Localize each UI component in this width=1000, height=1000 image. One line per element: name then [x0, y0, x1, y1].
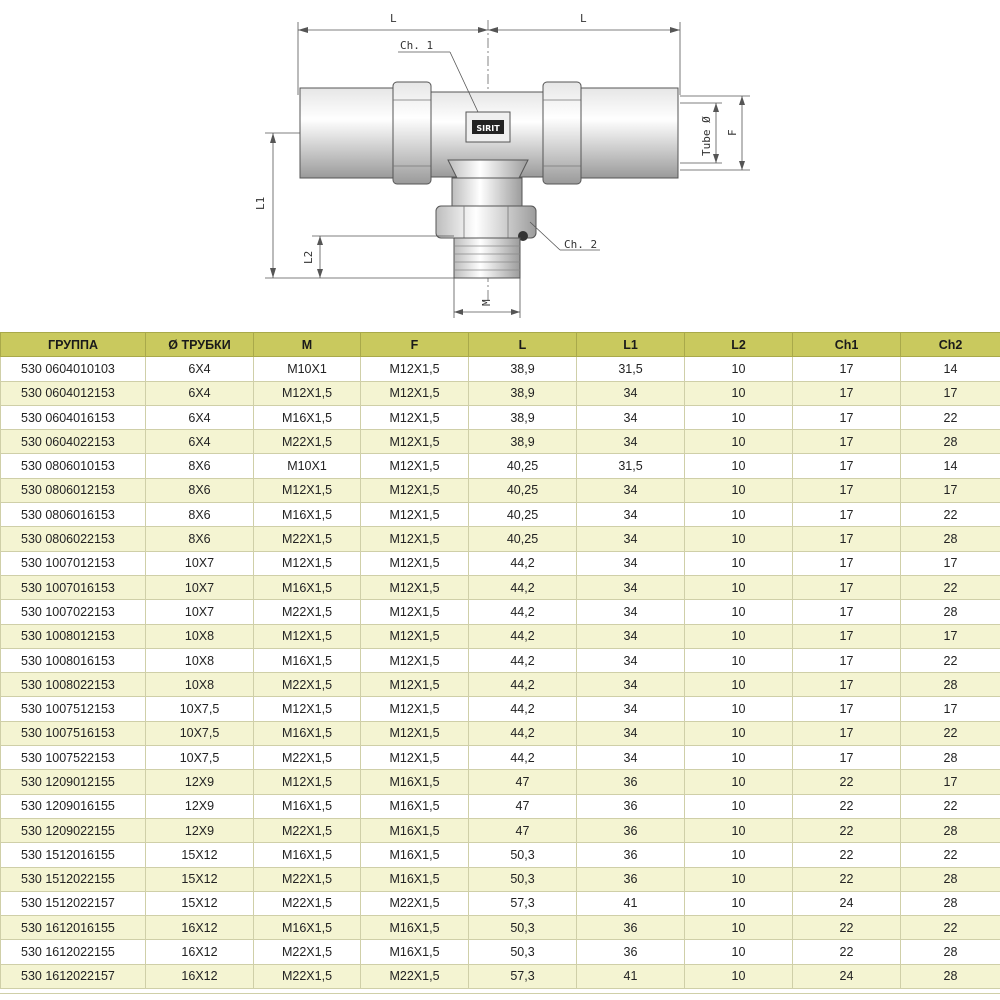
- label-l-right: L: [580, 12, 587, 25]
- table-cell: 530 1512022157: [1, 891, 146, 915]
- table-cell: 36: [577, 843, 685, 867]
- table-cell: 24: [793, 891, 901, 915]
- table-cell: 57,3: [469, 891, 577, 915]
- table-cell: M12X1,5: [361, 721, 469, 745]
- left-nut: [393, 82, 431, 184]
- table-cell: 530 1209012155: [1, 770, 146, 794]
- table-cell: M12X1,5: [361, 624, 469, 648]
- table-cell: M22X1,5: [254, 746, 361, 770]
- table-cell: 36: [577, 818, 685, 842]
- table-cell: 17: [901, 551, 1000, 575]
- table-cell: 10: [685, 357, 793, 381]
- table-row: [1, 648, 1000, 672]
- label-tube: Tube Ø: [700, 116, 713, 156]
- table-row: [1, 818, 1000, 842]
- table-cell: M12X1,5: [361, 575, 469, 599]
- table-cell: M10X1: [254, 454, 361, 478]
- table-cell: 28: [901, 867, 1000, 891]
- table-cell: 17: [793, 357, 901, 381]
- table-cell: 36: [577, 867, 685, 891]
- dimension-m: [454, 278, 520, 318]
- table-cell: M16X1,5: [254, 575, 361, 599]
- table-cell: 34: [577, 478, 685, 502]
- table-row: [1, 527, 1000, 551]
- table-cell: 17: [793, 673, 901, 697]
- table-row: [1, 503, 1000, 527]
- table-cell: 10: [685, 624, 793, 648]
- table-cell: 28: [901, 818, 1000, 842]
- table-cell: 28: [901, 430, 1000, 454]
- table-row: [1, 405, 1000, 429]
- table-cell: 530 1209022155: [1, 818, 146, 842]
- table-cell: M16X1,5: [361, 843, 469, 867]
- table-cell: M12X1,5: [361, 673, 469, 697]
- table-cell: 10X8: [146, 648, 254, 672]
- table-cell: 530 0604010103: [1, 357, 146, 381]
- spec-table-body: [1, 357, 1000, 989]
- table-row: [1, 964, 1000, 988]
- table-cell: 28: [901, 746, 1000, 770]
- table-cell: 10: [685, 454, 793, 478]
- table-cell: 17: [793, 746, 901, 770]
- table-cell: M12X1,5: [254, 770, 361, 794]
- table-cell: M16X1,5: [254, 916, 361, 940]
- table-cell: 530 0806010153: [1, 454, 146, 478]
- table-cell: 44,2: [469, 721, 577, 745]
- table-cell: 34: [577, 600, 685, 624]
- table-cell: 14: [901, 357, 1000, 381]
- table-cell: M22X1,5: [361, 891, 469, 915]
- table-cell: 36: [577, 794, 685, 818]
- table-cell: 36: [577, 770, 685, 794]
- table-cell: M12X1,5: [254, 624, 361, 648]
- table-cell: 16X12: [146, 940, 254, 964]
- table-cell: M10X1: [254, 357, 361, 381]
- table-cell: 40,25: [469, 454, 577, 478]
- table-cell: 47: [469, 794, 577, 818]
- table-cell: 44,2: [469, 575, 577, 599]
- table-cell: 28: [901, 940, 1000, 964]
- logo-text: SIRIT: [476, 124, 500, 133]
- dimension-tube: [680, 103, 722, 163]
- table-cell: 28: [901, 964, 1000, 988]
- table-cell: M12X1,5: [361, 357, 469, 381]
- col-header-tube: Ø ТРУБКИ: [146, 333, 254, 357]
- table-cell: M22X1,5: [254, 867, 361, 891]
- dimension-l2: [302, 236, 454, 278]
- table-cell: 8X6: [146, 503, 254, 527]
- table-row: [1, 381, 1000, 405]
- table-cell: M12X1,5: [361, 697, 469, 721]
- table-cell: 10: [685, 697, 793, 721]
- table-cell: 47: [469, 770, 577, 794]
- table-cell: 22: [901, 843, 1000, 867]
- table-cell: 10X7,5: [146, 721, 254, 745]
- table-cell: 44,2: [469, 673, 577, 697]
- table-cell: M12X1,5: [361, 600, 469, 624]
- table-cell: M12X1,5: [361, 430, 469, 454]
- table-cell: 40,25: [469, 527, 577, 551]
- table-cell: 17: [793, 697, 901, 721]
- table-row: [1, 891, 1000, 915]
- table-cell: M22X1,5: [254, 430, 361, 454]
- label-l2: L2: [302, 250, 315, 264]
- table-cell: 10: [685, 916, 793, 940]
- table-cell: 40,25: [469, 503, 577, 527]
- table-cell: 34: [577, 721, 685, 745]
- table-cell: 22: [901, 575, 1000, 599]
- table-cell: 10X7: [146, 600, 254, 624]
- table-cell: M22X1,5: [361, 964, 469, 988]
- table-cell: M16X1,5: [254, 503, 361, 527]
- table-row: [1, 624, 1000, 648]
- table-cell: M16X1,5: [254, 794, 361, 818]
- table-cell: M16X1,5: [361, 770, 469, 794]
- table-cell: 34: [577, 405, 685, 429]
- table-cell: 17: [901, 624, 1000, 648]
- table-cell: M22X1,5: [254, 891, 361, 915]
- table-cell: 38,9: [469, 405, 577, 429]
- table-cell: 24: [793, 964, 901, 988]
- table-cell: 44,2: [469, 600, 577, 624]
- table-cell: 530 1512016155: [1, 843, 146, 867]
- table-cell: 10: [685, 794, 793, 818]
- table-row: [1, 575, 1000, 599]
- table-row: [1, 697, 1000, 721]
- table-cell: M12X1,5: [361, 503, 469, 527]
- table-cell: 10: [685, 867, 793, 891]
- table-row: [1, 454, 1000, 478]
- table-cell: 36: [577, 940, 685, 964]
- col-header-l1: L1: [577, 333, 685, 357]
- table-cell: 15X12: [146, 891, 254, 915]
- spec-table-head: [1, 333, 1000, 357]
- table-cell: M12X1,5: [361, 381, 469, 405]
- label-f: F: [726, 129, 739, 136]
- table-cell: 17: [793, 478, 901, 502]
- table-cell: 10: [685, 600, 793, 624]
- table-cell: 8X6: [146, 454, 254, 478]
- table-cell: 22: [901, 405, 1000, 429]
- table-cell: 530 0806012153: [1, 478, 146, 502]
- table-cell: 17: [793, 381, 901, 405]
- table-cell: 17: [793, 503, 901, 527]
- table-cell: 28: [901, 673, 1000, 697]
- table-cell: 38,9: [469, 381, 577, 405]
- table-cell: 530 1612022155: [1, 940, 146, 964]
- table-cell: M16X1,5: [361, 794, 469, 818]
- table-cell: 31,5: [577, 357, 685, 381]
- table-row: [1, 551, 1000, 575]
- table-cell: 40,25: [469, 478, 577, 502]
- table-row: [1, 721, 1000, 745]
- table-cell: 38,9: [469, 430, 577, 454]
- table-cell: 41: [577, 891, 685, 915]
- table-cell: 530 1008022153: [1, 673, 146, 697]
- col-header-m: M: [254, 333, 361, 357]
- table-cell: M12X1,5: [361, 478, 469, 502]
- table-cell: 34: [577, 575, 685, 599]
- table-cell: 28: [901, 600, 1000, 624]
- table-cell: 36: [577, 916, 685, 940]
- table-cell: M22X1,5: [254, 600, 361, 624]
- table-cell: 10: [685, 503, 793, 527]
- table-cell: 31,5: [577, 454, 685, 478]
- table-row: [1, 600, 1000, 624]
- table-cell: 10: [685, 478, 793, 502]
- hex-ch1: [448, 160, 528, 180]
- table-cell: 22: [901, 721, 1000, 745]
- table-cell: 530 1209016155: [1, 794, 146, 818]
- table-cell: M12X1,5: [254, 381, 361, 405]
- table-cell: 10X7,5: [146, 746, 254, 770]
- table-cell: 530 1612022157: [1, 964, 146, 988]
- table-cell: 17: [793, 551, 901, 575]
- label-m: M: [480, 299, 493, 306]
- table-cell: 12X9: [146, 794, 254, 818]
- left-sleeve: [300, 88, 395, 178]
- table-cell: 22: [901, 503, 1000, 527]
- table-cell: 34: [577, 430, 685, 454]
- table-cell: 22: [901, 648, 1000, 672]
- table-row: [1, 478, 1000, 502]
- table-cell: 22: [793, 770, 901, 794]
- table-cell: 34: [577, 551, 685, 575]
- table-cell: 10X7: [146, 575, 254, 599]
- table-cell: 44,2: [469, 697, 577, 721]
- col-header-l: L: [469, 333, 577, 357]
- table-cell: 34: [577, 527, 685, 551]
- table-cell: M16X1,5: [254, 405, 361, 429]
- table-cell: M16X1,5: [254, 843, 361, 867]
- table-cell: 17: [793, 721, 901, 745]
- table-cell: 10X7,5: [146, 697, 254, 721]
- table-cell: 10: [685, 891, 793, 915]
- table-cell: 530 1007012153: [1, 551, 146, 575]
- label-ch2: Ch. 2: [564, 238, 598, 251]
- table-cell: M22X1,5: [254, 818, 361, 842]
- table-cell: 15X12: [146, 867, 254, 891]
- table-cell: 44,2: [469, 624, 577, 648]
- table-cell: 530 1007022153: [1, 600, 146, 624]
- table-cell: 6X4: [146, 357, 254, 381]
- table-cell: 50,3: [469, 916, 577, 940]
- table-cell: 22: [793, 818, 901, 842]
- table-cell: 28: [901, 891, 1000, 915]
- table-cell: 22: [793, 794, 901, 818]
- table-row: [1, 746, 1000, 770]
- table-cell: 50,3: [469, 940, 577, 964]
- table-cell: 10: [685, 964, 793, 988]
- table-cell: M16X1,5: [361, 916, 469, 940]
- table-cell: 10: [685, 405, 793, 429]
- table-cell: 10: [685, 551, 793, 575]
- table-cell: 530 0806016153: [1, 503, 146, 527]
- table-cell: M12X1,5: [361, 405, 469, 429]
- table-cell: 17: [793, 405, 901, 429]
- table-cell: M12X1,5: [254, 478, 361, 502]
- table-cell: 17: [793, 527, 901, 551]
- table-cell: 10: [685, 770, 793, 794]
- table-cell: 10X8: [146, 624, 254, 648]
- table-cell: 530 1512022155: [1, 867, 146, 891]
- table-cell: 17: [793, 430, 901, 454]
- table-row: [1, 430, 1000, 454]
- table-cell: 22: [901, 794, 1000, 818]
- table-row: [1, 940, 1000, 964]
- table-cell: 34: [577, 746, 685, 770]
- table-cell: 22: [901, 916, 1000, 940]
- table-row: [1, 770, 1000, 794]
- table-cell: 47: [469, 818, 577, 842]
- table-row: [1, 867, 1000, 891]
- table-cell: 17: [901, 770, 1000, 794]
- table-row: [1, 794, 1000, 818]
- table-cell: M16X1,5: [254, 648, 361, 672]
- label-l1: L1: [254, 196, 267, 210]
- table-cell: 34: [577, 503, 685, 527]
- table-cell: M16X1,5: [361, 867, 469, 891]
- table-cell: 10: [685, 818, 793, 842]
- table-cell: 22: [793, 940, 901, 964]
- table-cell: M16X1,5: [361, 940, 469, 964]
- table-cell: 50,3: [469, 867, 577, 891]
- table-row: [1, 843, 1000, 867]
- table-cell: 10: [685, 527, 793, 551]
- table-cell: 22: [793, 916, 901, 940]
- table-cell: 10: [685, 648, 793, 672]
- table-cell: 17: [901, 478, 1000, 502]
- table-cell: 34: [577, 381, 685, 405]
- male-thread: [454, 238, 520, 278]
- table-cell: 8X6: [146, 478, 254, 502]
- table-cell: 14: [901, 454, 1000, 478]
- table-cell: 10: [685, 940, 793, 964]
- table-cell: M22X1,5: [254, 964, 361, 988]
- table-cell: 34: [577, 673, 685, 697]
- table-cell: 10X8: [146, 673, 254, 697]
- table-cell: 17: [793, 600, 901, 624]
- header-row: [1, 333, 1000, 357]
- col-header-group: ГРУППА: [1, 333, 146, 357]
- table-cell: 10: [685, 430, 793, 454]
- table-bottom-rule: [0, 993, 1000, 994]
- table-cell: 530 0806022153: [1, 527, 146, 551]
- table-cell: 530 1008012153: [1, 624, 146, 648]
- col-header-l2: L2: [685, 333, 793, 357]
- table-cell: 530 1007512153: [1, 697, 146, 721]
- right-sleeve: [581, 88, 678, 178]
- table-cell: 16X12: [146, 916, 254, 940]
- table-cell: 530 0604022153: [1, 430, 146, 454]
- label-l-left: L: [390, 12, 397, 25]
- table-cell: 10: [685, 575, 793, 599]
- table-cell: 44,2: [469, 746, 577, 770]
- table-cell: M12X1,5: [361, 527, 469, 551]
- table-cell: M12X1,5: [361, 551, 469, 575]
- table-cell: 530 1007016153: [1, 575, 146, 599]
- table-cell: 17: [793, 575, 901, 599]
- table-cell: 17: [901, 381, 1000, 405]
- table-cell: 10: [685, 746, 793, 770]
- table-cell: 6X4: [146, 430, 254, 454]
- table-cell: M12X1,5: [361, 648, 469, 672]
- table-cell: M12X1,5: [361, 746, 469, 770]
- table-cell: 17: [793, 454, 901, 478]
- table-cell: M16X1,5: [254, 721, 361, 745]
- table-cell: 16X12: [146, 964, 254, 988]
- tee-fitting-drawing: [0, 0, 1000, 330]
- table-cell: 17: [901, 697, 1000, 721]
- table-cell: 530 1612016155: [1, 916, 146, 940]
- table-cell: 12X9: [146, 818, 254, 842]
- table-cell: 10: [685, 721, 793, 745]
- dimension-l: [298, 12, 680, 95]
- table-cell: 38,9: [469, 357, 577, 381]
- table-row: [1, 357, 1000, 381]
- table-cell: 22: [793, 843, 901, 867]
- table-cell: 44,2: [469, 648, 577, 672]
- table-cell: 530 1008016153: [1, 648, 146, 672]
- table-cell: 28: [901, 527, 1000, 551]
- table-cell: M12X1,5: [254, 697, 361, 721]
- table-cell: 34: [577, 697, 685, 721]
- table-cell: 34: [577, 648, 685, 672]
- table-cell: M22X1,5: [254, 940, 361, 964]
- table-cell: M16X1,5: [361, 818, 469, 842]
- table-cell: 530 0604012153: [1, 381, 146, 405]
- table-cell: 57,3: [469, 964, 577, 988]
- table-cell: M22X1,5: [254, 673, 361, 697]
- table-cell: 6X4: [146, 381, 254, 405]
- table-cell: 530 0604016153: [1, 405, 146, 429]
- stem: [452, 178, 522, 206]
- col-header-ch2: Ch2: [901, 333, 1000, 357]
- table-cell: 530 1007522153: [1, 746, 146, 770]
- table-cell: 22: [793, 867, 901, 891]
- table-cell: 17: [793, 648, 901, 672]
- table-cell: 44,2: [469, 551, 577, 575]
- col-header-f: F: [361, 333, 469, 357]
- table-cell: 15X12: [146, 843, 254, 867]
- table-cell: 41: [577, 964, 685, 988]
- table-cell: 50,3: [469, 843, 577, 867]
- spec-table: [0, 332, 1000, 989]
- table-cell: M12X1,5: [361, 454, 469, 478]
- table-cell: 10X7: [146, 551, 254, 575]
- table-cell: 10: [685, 673, 793, 697]
- label-ch1: Ch. 1: [400, 39, 434, 52]
- technical-drawing: [0, 0, 1000, 330]
- table-cell: M22X1,5: [254, 527, 361, 551]
- col-header-ch1: Ch1: [793, 333, 901, 357]
- table-row: [1, 673, 1000, 697]
- table-cell: 10: [685, 381, 793, 405]
- table-cell: 34: [577, 624, 685, 648]
- table-cell: 12X9: [146, 770, 254, 794]
- leader-ch2: [530, 222, 600, 251]
- table-cell: 17: [793, 624, 901, 648]
- table-cell: 6X4: [146, 405, 254, 429]
- table-cell: 8X6: [146, 527, 254, 551]
- table-cell: 10: [685, 843, 793, 867]
- table-cell: 530 1007516153: [1, 721, 146, 745]
- table-cell: M12X1,5: [254, 551, 361, 575]
- right-nut: [543, 82, 581, 184]
- table-row: [1, 916, 1000, 940]
